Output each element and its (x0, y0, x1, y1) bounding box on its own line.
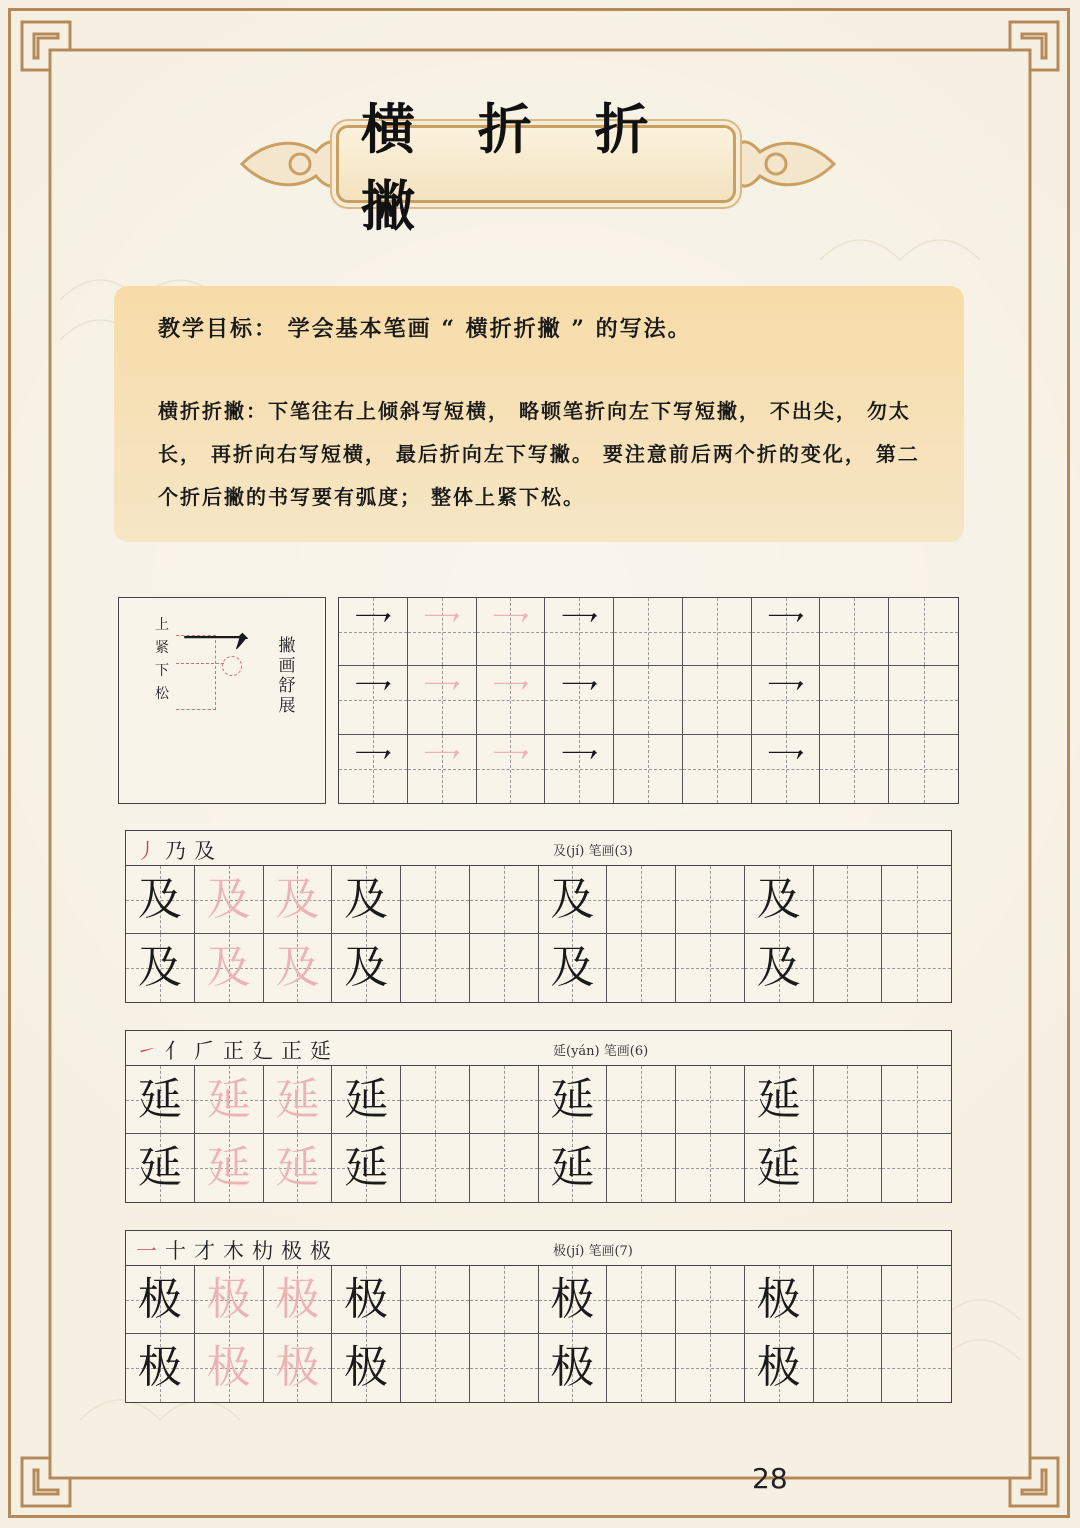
model-glyph: 延 (344, 1073, 389, 1125)
practice-cell (889, 598, 958, 666)
model-glyph: 乛 (559, 676, 600, 723)
practice-cell (745, 1066, 814, 1134)
practice-cell (470, 1134, 539, 1202)
practice-cell (882, 1334, 951, 1402)
model-glyph: 乛 (352, 745, 393, 792)
practice-cell (539, 866, 608, 934)
trace-glyph: 乛 (490, 745, 531, 792)
stroke-sequence (136, 1035, 339, 1065)
model-glyph: 延 (137, 1073, 182, 1125)
practice-cell (820, 666, 889, 734)
model-glyph: 极 (550, 1342, 595, 1393)
practice-cell (332, 1334, 401, 1402)
char-info: 极(jí) 笔画(7) (553, 1244, 633, 1259)
model-glyph: 极 (756, 1273, 801, 1325)
stroke-step: 才 (194, 1239, 223, 1263)
practice-cell (607, 1134, 676, 1202)
practice-cell (814, 1334, 883, 1402)
model-glyph: 乛 (559, 608, 600, 655)
practice-cell (607, 1066, 676, 1134)
practice-cell (745, 1266, 814, 1334)
practice-cell (264, 1334, 333, 1402)
practice-cell (408, 735, 477, 803)
practice-cell (614, 666, 683, 734)
practice-cell (470, 1266, 539, 1334)
practice-cell (607, 1266, 676, 1334)
practice-cell (683, 598, 752, 666)
practice-cell (332, 1266, 401, 1334)
trace-glyph: 极 (206, 1342, 251, 1393)
practice-cell (752, 666, 821, 734)
model-glyph: 延 (756, 1142, 801, 1193)
trace-glyph: 延 (275, 1142, 320, 1193)
char-header-3 (125, 1230, 952, 1265)
stroke-step: 木 (223, 1239, 252, 1263)
practice-cell (264, 1134, 333, 1202)
practice-cell (607, 934, 676, 1002)
model-glyph: 及 (344, 942, 389, 993)
practice-cell (339, 598, 408, 666)
practice-cell (408, 666, 477, 734)
practice-cell (882, 1066, 951, 1134)
model-glyph: 延 (550, 1142, 595, 1193)
practice-cell (745, 1134, 814, 1202)
model-glyph: 及 (550, 873, 595, 925)
stroke-sequence (136, 835, 223, 865)
stroke-step: 亻 (165, 1039, 194, 1063)
practice-cell (607, 866, 676, 934)
trace-glyph: 延 (275, 1073, 320, 1125)
practice-cell (539, 1134, 608, 1202)
practice-cell (607, 1334, 676, 1402)
char-header-2 (125, 1030, 952, 1065)
demo-right-label: 撇 画 舒 展 (278, 636, 296, 716)
model-glyph: 极 (344, 1273, 389, 1325)
practice-cell (401, 1334, 470, 1402)
model-glyph: 极 (344, 1342, 389, 1393)
stroke-description: 横折折撇：下笔往右上倾斜写短横， 略顿笔折向左下写短撇， 不出尖， 勿太长， 再折向右写短横， 最后折向左下写撇。 要注意前后两个折的变化， 第二个折后撇的书写要有弧度； 整体上紧下松。 (158, 399, 920, 509)
practice-cell (264, 1066, 333, 1134)
demo-left-label: 上 紧 下 松 (155, 617, 169, 702)
practice-cell (820, 598, 889, 666)
teaching-goal-box (114, 286, 964, 542)
practice-cell (401, 1266, 470, 1334)
trace-glyph: 极 (275, 1342, 320, 1393)
practice-cell (676, 1066, 745, 1134)
title-box (336, 97, 736, 238)
model-glyph: 极 (756, 1342, 801, 1393)
practice-cell (477, 598, 546, 666)
practice-cell (195, 1134, 264, 1202)
practice-cell (126, 1334, 195, 1402)
stroke-step: 乃 (165, 839, 194, 863)
practice-cell (126, 1134, 195, 1202)
practice-cell (126, 1066, 195, 1134)
practice-cell (339, 735, 408, 803)
trace-glyph: 极 (275, 1273, 320, 1325)
demo-stroke-glyph: 乛 (178, 624, 252, 710)
char-info: 延(yán) 笔画(6) (553, 1044, 649, 1059)
trace-glyph: 乛 (490, 608, 531, 655)
practice-cell (539, 1066, 608, 1134)
model-glyph: 乛 (765, 745, 806, 792)
stroke-step: 𠂆 (194, 1039, 223, 1063)
practice-cell (401, 934, 470, 1002)
practice-cell (752, 598, 821, 666)
practice-cell (882, 1134, 951, 1202)
practice-cell (195, 866, 264, 934)
trace-glyph: 及 (206, 942, 251, 993)
model-glyph: 极 (137, 1273, 182, 1325)
model-glyph: 及 (137, 942, 182, 993)
model-glyph: 及 (137, 873, 182, 925)
trace-glyph: 乛 (421, 608, 462, 655)
trace-glyph: 极 (206, 1273, 251, 1325)
trace-glyph: 乛 (421, 676, 462, 723)
practice-cell (195, 1334, 264, 1402)
practice-cell (882, 1266, 951, 1334)
model-glyph: 及 (756, 873, 801, 925)
stroke-step: 丿 (136, 839, 165, 863)
char-info: 及(jí) 笔画(3) (553, 844, 633, 859)
trace-glyph: 乛 (421, 745, 462, 792)
practice-cell (745, 934, 814, 1002)
practice-cell (539, 1334, 608, 1402)
practice-cell (126, 934, 195, 1002)
title-plaque (236, 97, 840, 238)
practice-cell (614, 598, 683, 666)
model-glyph: 及 (344, 873, 389, 925)
teaching-goal: 教学目标： 学会基本笔画 “ 横折折撇 ” 的写法。 (158, 316, 692, 342)
stroke-step: 极 (281, 1239, 310, 1263)
model-glyph: 乛 (765, 608, 806, 655)
practice-cell (195, 1066, 264, 1134)
practice-cell (332, 934, 401, 1002)
trace-glyph: 乛 (490, 676, 531, 723)
practice-cell (676, 1266, 745, 1334)
practice-cell (539, 934, 608, 1002)
practice-cell (401, 1134, 470, 1202)
practice-cell (195, 1266, 264, 1334)
practice-cell (676, 934, 745, 1002)
practice-cell (126, 1266, 195, 1334)
practice-cell (332, 866, 401, 934)
stroke-sequence (136, 1235, 339, 1265)
model-glyph: 乛 (352, 608, 393, 655)
practice-cell (676, 1334, 745, 1402)
model-glyph: 乛 (352, 676, 393, 723)
stroke-practice-grid (338, 597, 959, 804)
model-glyph: 乛 (559, 745, 600, 792)
practice-cell (745, 1334, 814, 1402)
practice-cell (889, 735, 958, 803)
page-number: 28 (752, 1462, 788, 1495)
practice-cell (683, 735, 752, 803)
practice-cell (882, 934, 951, 1002)
practice-cell (683, 666, 752, 734)
practice-cell (545, 666, 614, 734)
char-practice-grid-3 (125, 1265, 952, 1403)
practice-cell (614, 735, 683, 803)
stroke-step: ㇀ (136, 1039, 165, 1063)
practice-cell (889, 666, 958, 734)
trace-glyph: 及 (275, 942, 320, 993)
page-title: 横 折 折 撇 (361, 97, 671, 238)
practice-cell (470, 934, 539, 1002)
practice-cell (401, 1066, 470, 1134)
model-glyph: 乛 (765, 676, 806, 723)
practice-cell (676, 866, 745, 934)
stroke-step: 一 (136, 1239, 165, 1263)
practice-cell (814, 1266, 883, 1334)
practice-cell (814, 934, 883, 1002)
char-practice-grid-2 (125, 1065, 952, 1203)
practice-cell (814, 1134, 883, 1202)
practice-cell (195, 934, 264, 1002)
practice-cell (470, 866, 539, 934)
practice-cell (332, 1134, 401, 1202)
model-glyph: 极 (550, 1273, 595, 1325)
char-header-1 (125, 830, 952, 865)
stroke-step: 及 (194, 839, 223, 863)
stroke-step: 延 (310, 1039, 339, 1063)
stroke-step: 廴正 (252, 1039, 310, 1063)
practice-cell (126, 866, 195, 934)
char-practice-grid-1 (125, 865, 952, 1003)
model-glyph: 及 (550, 942, 595, 993)
stroke-step: 正 (223, 1039, 252, 1063)
practice-cell (545, 735, 614, 803)
practice-cell (401, 866, 470, 934)
practice-cell (539, 1266, 608, 1334)
stroke-step: 极 (310, 1239, 339, 1263)
practice-cell (752, 735, 821, 803)
practice-cell (745, 866, 814, 934)
model-glyph: 延 (344, 1142, 389, 1193)
stroke-step: 朸 (252, 1239, 281, 1263)
model-glyph: 延 (550, 1073, 595, 1125)
practice-cell (477, 666, 546, 734)
practice-cell (264, 934, 333, 1002)
practice-cell (820, 735, 889, 803)
trace-glyph: 及 (275, 873, 320, 925)
trace-glyph: 延 (206, 1073, 251, 1125)
practice-cell (264, 1266, 333, 1334)
practice-cell (882, 866, 951, 934)
practice-cell (477, 735, 546, 803)
practice-cell (814, 866, 883, 934)
practice-cell (676, 1134, 745, 1202)
practice-cell (545, 598, 614, 666)
practice-cell (470, 1334, 539, 1402)
practice-cell (814, 1066, 883, 1134)
trace-glyph: 及 (206, 873, 251, 925)
model-glyph: 延 (756, 1073, 801, 1125)
stroke-step: 十 (165, 1239, 194, 1263)
practice-cell (339, 666, 408, 734)
practice-cell (264, 866, 333, 934)
trace-glyph: 延 (206, 1142, 251, 1193)
model-glyph: 延 (137, 1142, 182, 1193)
practice-cell (470, 1066, 539, 1134)
model-glyph: 及 (756, 942, 801, 993)
practice-cell (408, 598, 477, 666)
practice-cell (332, 1066, 401, 1134)
model-glyph: 极 (137, 1342, 182, 1393)
